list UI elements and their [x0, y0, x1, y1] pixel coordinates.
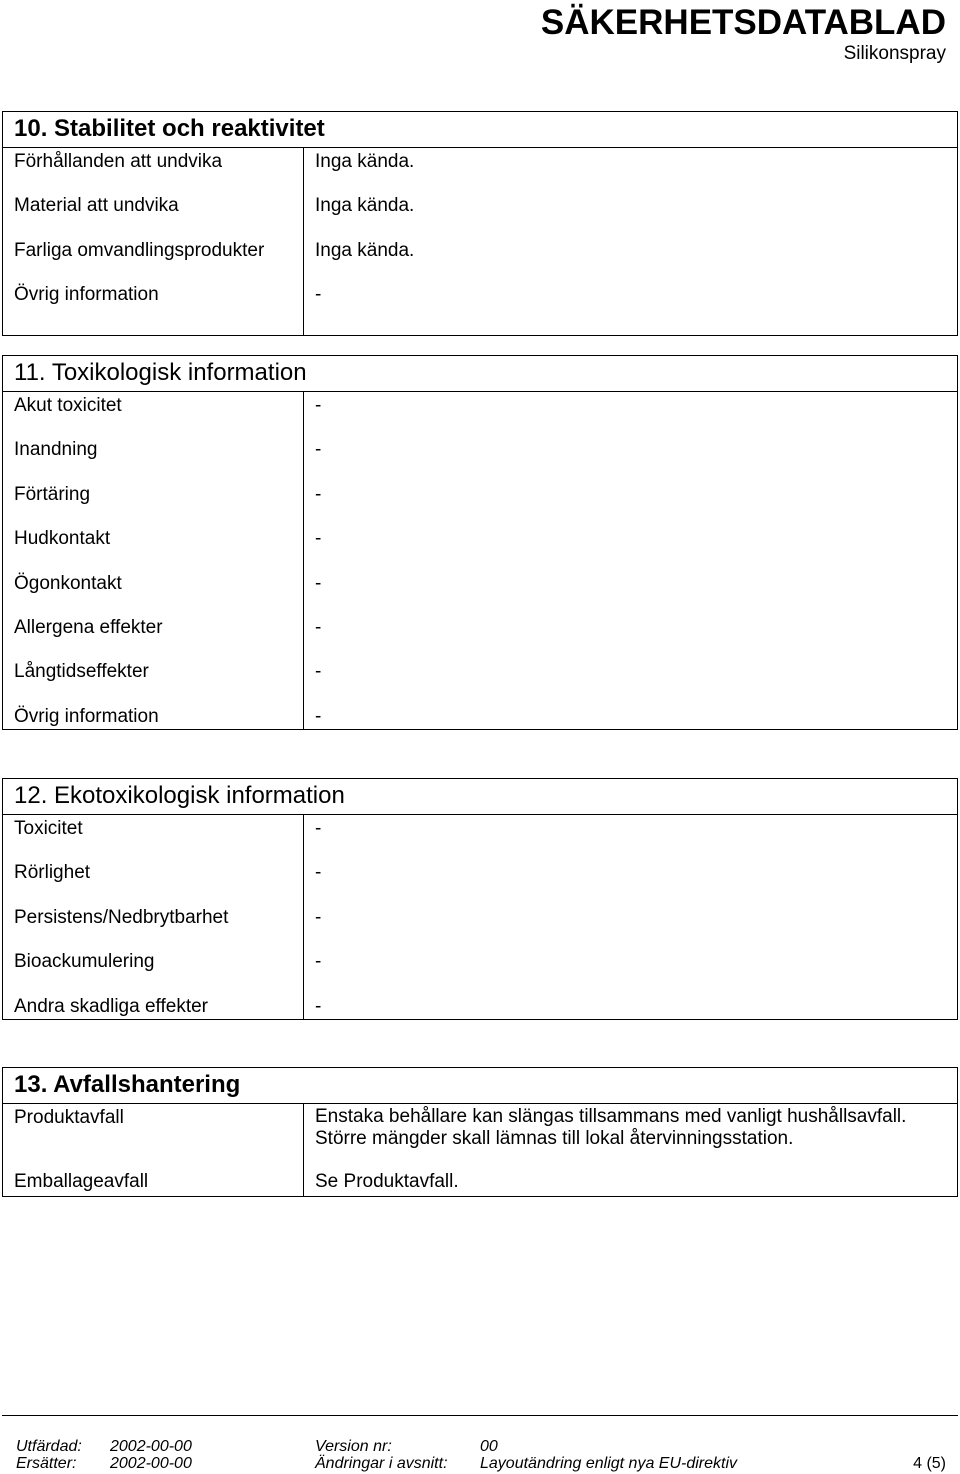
version-label: Version nr: — [315, 1438, 392, 1455]
version-number: 00 — [480, 1438, 498, 1455]
row-value: - — [315, 951, 322, 973]
row-label: Övrig information — [14, 705, 159, 727]
row-value: - — [315, 572, 322, 594]
row-value: Se Produktavfall. — [315, 1171, 459, 1192]
row-value: Inga kända. — [315, 151, 415, 172]
table-row — [3, 859, 957, 903]
issued-label: Utfärdad: — [16, 1438, 82, 1455]
table-row — [3, 237, 957, 281]
footer-row — [2, 1438, 958, 1472]
row-label: Andra skadliga effekter — [14, 995, 208, 1017]
row-label: Akut toxicitet — [14, 395, 122, 416]
page-number: 4 (5) — [913, 1455, 946, 1472]
section-title: 11. Toxikologisk information — [3, 356, 957, 392]
row-label: Farliga omvandlingsprodukter — [14, 239, 265, 261]
row-value: - — [315, 705, 322, 727]
product-name: Silikonspray — [843, 43, 946, 64]
row-value: - — [315, 439, 322, 461]
table-row — [3, 614, 957, 658]
document-title: SÄKERHETSDATABLAD — [540, 3, 946, 42]
row-value: - — [315, 862, 322, 884]
table-row — [3, 993, 957, 1037]
table-row — [3, 148, 957, 192]
row-label: Material att undvika — [14, 195, 179, 217]
section-title: 10. Stabilitet och reaktivitet — [3, 112, 957, 148]
table-row — [3, 904, 957, 948]
changes-description: Layoutändring enligt nya EU-direktiv — [480, 1455, 738, 1472]
section-stability-reactivity — [2, 111, 958, 336]
row-label: Långtidseffekter — [14, 661, 149, 683]
row-value: - — [315, 906, 322, 928]
row-label: Ögonkontakt — [14, 572, 122, 594]
row-value: - — [315, 995, 322, 1017]
row-value: Enstaka behållare kan slängas tillsammans med vanligt hushållsavfall. Större mängder skall lämnas till lokal återvinningsstation. — [315, 1106, 907, 1149]
row-value: - — [315, 395, 322, 416]
row-label: Övrig information — [14, 284, 159, 306]
table-row — [3, 525, 957, 569]
row-label: Emballageavfall — [14, 1171, 149, 1192]
table-row — [3, 392, 957, 436]
table-row — [3, 948, 957, 992]
table-row — [3, 658, 957, 702]
row-label: Toxicitet — [14, 818, 83, 839]
replaces-label: Ersätter: — [16, 1455, 77, 1472]
row-value: - — [315, 616, 322, 638]
section-title: 13. Avfallshantering — [3, 1068, 957, 1104]
table-row — [3, 703, 957, 747]
row-label: Hudkontakt — [14, 528, 111, 550]
row-label: Bioackumulering — [14, 951, 155, 973]
issued-date: 2002-00-00 — [110, 1438, 192, 1455]
row-label: Persistens/Nedbrytbarhet — [14, 906, 229, 928]
document-footer — [2, 1415, 958, 1472]
row-value: - — [315, 818, 322, 839]
row-label: Rörlighet — [14, 862, 91, 884]
table-row — [3, 192, 957, 236]
row-value: Inga kända. — [315, 239, 415, 261]
changes-label: Ändringar i avsnitt: — [315, 1455, 448, 1472]
row-value: - — [315, 528, 322, 550]
row-value: - — [315, 661, 322, 683]
table-row — [3, 481, 957, 525]
row-value: Inga kända. — [315, 195, 415, 217]
table-row — [3, 281, 957, 325]
section-title: 12. Ekotoxikologisk information — [3, 779, 957, 815]
table-row — [3, 436, 957, 480]
replaces-date: 2002-00-00 — [110, 1455, 192, 1472]
section-toxicological-information — [2, 355, 958, 730]
row-label: Förhållanden att undvika — [14, 151, 223, 172]
row-label: Inandning — [14, 439, 98, 461]
row-label: Produktavfall — [14, 1107, 124, 1128]
row-label: Förtäring — [14, 483, 91, 505]
section-ecotoxicological-information — [2, 778, 958, 1020]
table-row — [3, 815, 957, 859]
section-waste-disposal — [2, 1067, 958, 1197]
table-row — [3, 1104, 957, 1170]
row-value: - — [315, 284, 322, 306]
row-value: - — [315, 483, 322, 505]
table-row — [3, 1170, 957, 1196]
table-row — [3, 570, 957, 614]
row-label: Allergena effekter — [14, 616, 163, 638]
footer-row — [2, 1416, 958, 1455]
